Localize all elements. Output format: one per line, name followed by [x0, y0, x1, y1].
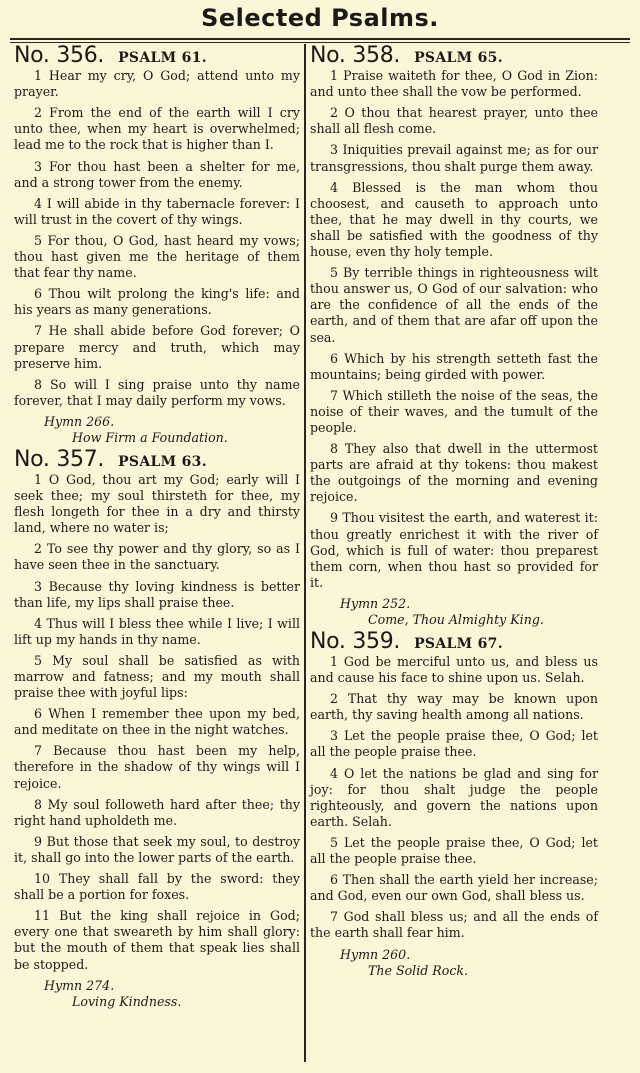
verse: 4 Thus will I bless thee while I live; I will lift up my hands in thy name.	[14, 615, 300, 647]
verse: 3 Because thy loving kindness is better than life, my lips shall praise thee.	[14, 578, 300, 610]
verse: 6 When I remember thee upon my bed, and meditate on thee in the night watches.	[14, 706, 300, 738]
verse: 7 Which stilleth the noise of the seas, the noise of their waves, and the tumult of the people.	[310, 387, 598, 435]
psalm-section-356	[14, 43, 300, 446]
title-rule	[10, 38, 630, 40]
hymn-number: No. 358.	[310, 43, 401, 68]
tune-name: Come, Thou Almighty King.	[368, 611, 544, 627]
hymn-number: No. 356.	[14, 43, 105, 68]
psalm-heading	[310, 628, 598, 654]
verse: 4 Blessed is the man whom thou choosest, and causeth to approach unto thee, that he may dwell in thy courts, we shall be satisfied with the goodness of thy house, even thy holy temple.	[310, 179, 598, 260]
psalm-reference: PSALM 65.	[414, 50, 503, 66]
verse: 7 He shall abide before God forever; O prepare mercy and truth, which may preserve him.	[14, 323, 300, 371]
verse: 7 Because thou hast been my help, therefore in the shadow of thy wings will I rejoice.	[14, 743, 300, 791]
verse: 5 For thou, O God, hast heard my vows; thou hast given me the heritage of them that fear thy name.	[14, 232, 300, 281]
psalm-reference: PSALM 67.	[414, 635, 503, 652]
verse: 4 I will abide in thy tabernacle forever: I will trust in the covert of thy wings.	[14, 195, 300, 227]
verse: 2 From the end of the earth will I cry unto thee, when my heart is overwhelmed; lead me to the rock that is higher than I.	[14, 105, 300, 153]
verse: 3 For thou hast been a shelter for me, and a strong tower from the enemy.	[14, 158, 300, 190]
verse: 9 Thou visitest the earth, and waterest it: thou greatly enrichest it with the river of God, which is full of water: thou preparest them corn, when thou hast so provided for it.	[310, 510, 598, 590]
psalm-heading	[14, 446, 300, 472]
verse: 8 So will I sing praise unto thy name forever, that I may daily perform my vows.	[14, 376, 300, 408]
psalm-section-358	[310, 43, 598, 628]
verse: 11 But the king shall rejoice in God; every one that sweareth by him shall glory: but the mouth of them that speak lies shall be stopped.	[14, 908, 300, 972]
verse: 1 God be merciful unto us, and bless us and cause his face to shine upon us. Selah.	[310, 654, 598, 686]
verse: 6 Thou wilt prolong the king's life: and his years as many generations.	[14, 286, 300, 318]
verse: 5 By terrible things in righteousness wilt thou answer us, O God of our salvation: who are the confidence of all the ends of the earth, and of them that are afar off upon the sea.	[310, 265, 598, 345]
verse: 1 Praise waiteth for thee, O God in Zion: and unto thee shall the vow be performed.	[310, 68, 598, 100]
verse: 1 Hear my cry, O God; attend unto my prayer.	[14, 68, 300, 100]
tune-name: Loving Kindness.	[72, 993, 182, 1009]
verse: 8 They also that dwell in the uttermost parts are afraid at thy tokens: thou makest the outgoings of the morning and evening rejoice.	[310, 441, 598, 505]
tune-name: The Solid Rock.	[368, 962, 469, 978]
verse: 8 My soul followeth hard after thee; thy right hand upholdeth me.	[14, 796, 300, 828]
hymn-number: No. 359.	[310, 628, 401, 654]
psalm-section-359	[310, 628, 598, 979]
psalm-reference: PSALM 63.	[118, 453, 207, 470]
verse: 6 Which by his strength setteth fast the mountains; being girded with power.	[310, 350, 598, 382]
verse: 6 Then shall the earth yield her increase; and God, even our own God, shall bless us.	[310, 872, 598, 904]
hymn-number: No. 357.	[14, 446, 105, 472]
verse: 4 O let the nations be glad and sing for joy: for thou shalt judge the people righteously, and govern the nations upon earth. Selah.	[310, 765, 598, 829]
verse: 2 To see thy power and thy glory, so as I have seen thee in the sanctuary.	[14, 541, 300, 573]
tune-name: How Firm a Foundation.	[72, 429, 228, 445]
verse: 10 They shall fall by the sword: they shall be a portion for foxes.	[14, 871, 300, 903]
psalm-heading	[14, 43, 300, 68]
hymn-reference: Hymn 252.	[340, 595, 411, 611]
hymn-reference: Hymn 266.	[44, 413, 115, 429]
hymn-reference: Hymn 260.	[340, 946, 411, 962]
verse: 5 Let the people praise thee, O God; let all the people praise thee.	[310, 834, 598, 867]
psalm-reference: PSALM 61.	[118, 50, 207, 66]
right-column	[310, 44, 598, 985]
verse: 9 But those that seek my soul, to destroy it, shall go into the lower parts of the earth.	[14, 833, 300, 865]
verse: 2 O thou that hearest prayer, unto thee shall all flesh come.	[310, 105, 598, 137]
page-title: Selected Psalms.	[201, 4, 439, 32]
verse: 3 Let the people praise thee, O God; let all the people praise thee.	[310, 728, 598, 760]
column-divider	[304, 44, 306, 1062]
verse: 3 Iniquities prevail against me; as for our transgressions, thou shalt purge them away.	[310, 142, 598, 174]
verse: 1 O God, thou art my God; early will I seek thee; my soul thirsteth for thee, my flesh longeth for thee in a dry and thirsty land, where no water is;	[14, 471, 300, 536]
hymn-reference: Hymn 274.	[44, 977, 115, 993]
left-column	[14, 44, 300, 1016]
verse: 2 That thy way may be known upon earth, thy saving health among all nations.	[310, 691, 598, 723]
psalm-heading	[310, 43, 598, 68]
psalm-section-357	[14, 446, 300, 1010]
verse: 7 God shall bless us; and all the ends of the earth shall fear him.	[310, 909, 598, 941]
verse: 5 My soul shall be satisfied as with marrow and fatness; and my mouth shall praise thee with joyful lips:	[14, 652, 300, 701]
